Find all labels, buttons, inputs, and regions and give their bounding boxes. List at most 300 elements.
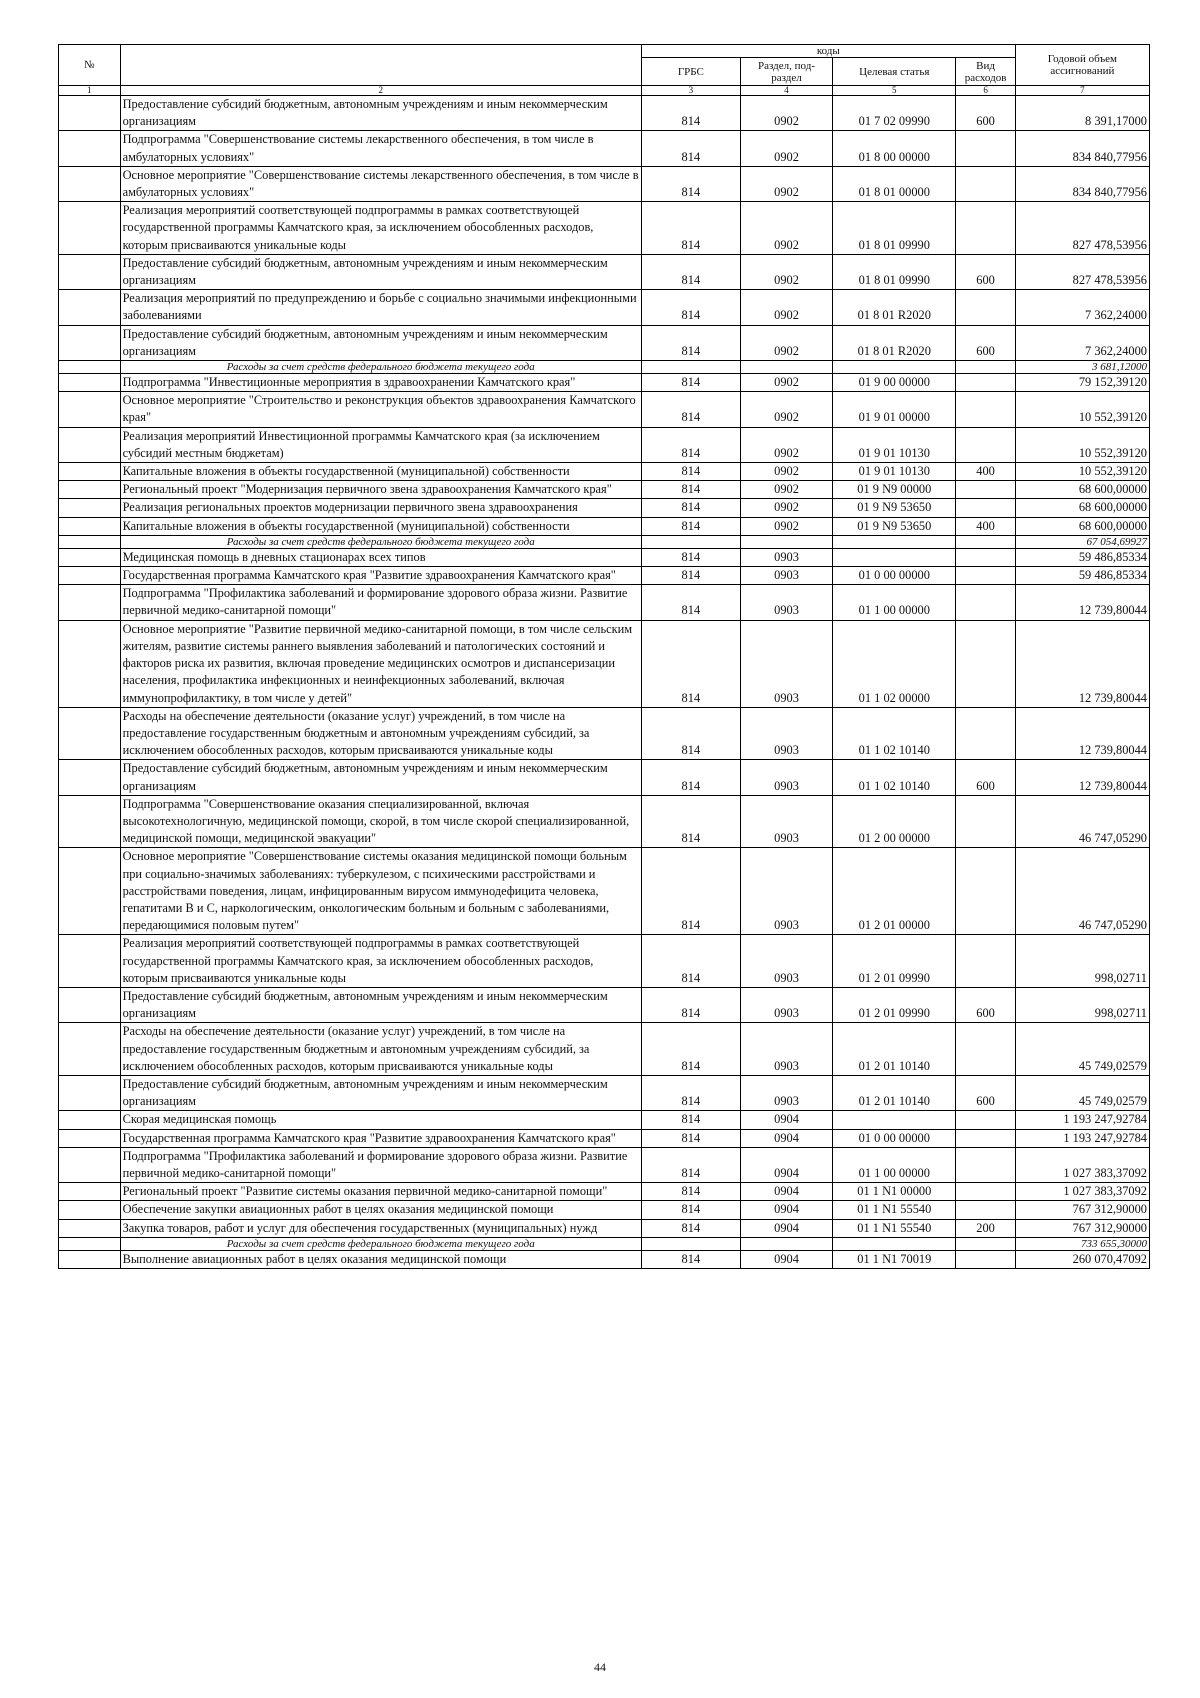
row-amount-cell: 45 749,02579	[1015, 1023, 1149, 1076]
row-expense-type-cell	[956, 548, 1015, 566]
table-row	[59, 131, 1150, 166]
row-grbs-cell: 814	[641, 1183, 740, 1201]
row-razdel-cell: 0903	[740, 987, 832, 1022]
row-name-cell: Скорая медицинская помощь	[120, 1111, 641, 1129]
row-name-cell: Предоставление субсидий бюджетным, автономным учреждениям и иным некоммерческим организациям	[120, 760, 641, 795]
row-razdel-cell: 0902	[740, 463, 832, 481]
row-num-cell	[59, 1075, 121, 1110]
row-grbs-cell	[641, 1237, 740, 1250]
row-num-cell	[59, 1147, 121, 1182]
index-cell: 7	[1015, 86, 1149, 96]
row-grbs-cell: 814	[641, 987, 740, 1022]
row-amount-cell: 767 312,90000	[1015, 1201, 1149, 1219]
row-target-article-cell: 01 8 01 R2020	[833, 290, 956, 325]
row-grbs-cell: 814	[641, 517, 740, 535]
row-target-article-cell: 01 8 00 00000	[833, 131, 956, 166]
table-row	[59, 935, 1150, 988]
row-grbs-cell: 814	[641, 1111, 740, 1129]
row-razdel-cell: 0902	[740, 131, 832, 166]
row-name-cell: Капитальные вложения в объекты государственной (муниципальной) собственности	[120, 463, 641, 481]
row-target-article-cell	[833, 535, 956, 548]
row-expense-type-cell	[956, 585, 1015, 620]
index-cell: 2	[120, 86, 641, 96]
row-expense-type-cell: 600	[956, 254, 1015, 289]
row-num-cell	[59, 374, 121, 392]
row-num-cell	[59, 548, 121, 566]
row-num-cell	[59, 987, 121, 1022]
row-grbs-cell: 814	[641, 166, 740, 201]
row-razdel-cell: 0902	[740, 374, 832, 392]
row-amount-cell: 10 552,39120	[1015, 463, 1149, 481]
row-target-article-cell: 01 1 02 10140	[833, 707, 956, 760]
row-target-article-cell: 01 8 01 09990	[833, 254, 956, 289]
row-num-cell	[59, 1183, 121, 1201]
row-target-article-cell: 01 2 00 00000	[833, 795, 956, 848]
row-target-article-cell: 01 2 01 09990	[833, 935, 956, 988]
row-name-cell: Расходы за счет средств федерального бюджета текущего года	[120, 1237, 641, 1250]
row-target-article-cell	[833, 1111, 956, 1129]
row-num-cell	[59, 481, 121, 499]
row-razdel-cell	[740, 361, 832, 374]
row-grbs-cell: 814	[641, 585, 740, 620]
row-expense-type-cell	[956, 361, 1015, 374]
row-grbs-cell: 814	[641, 1201, 740, 1219]
row-grbs-cell: 814	[641, 1147, 740, 1182]
row-target-article-cell: 01 2 01 09990	[833, 987, 956, 1022]
budget-table-page	[58, 44, 1150, 1269]
row-target-article-cell	[833, 1237, 956, 1250]
row-num-cell	[59, 567, 121, 585]
index-cell: 3	[641, 86, 740, 96]
row-amount-cell: 998,02711	[1015, 987, 1149, 1022]
row-target-article-cell: 01 1 00 00000	[833, 585, 956, 620]
row-grbs-cell: 814	[641, 848, 740, 935]
row-amount-cell: 834 840,77956	[1015, 131, 1149, 166]
table-row	[59, 1219, 1150, 1237]
row-razdel-cell: 0903	[740, 935, 832, 988]
row-grbs-cell: 814	[641, 1129, 740, 1147]
col-razdel-header: Раздел, под-раздел	[740, 58, 832, 86]
row-expense-type-cell: 400	[956, 517, 1015, 535]
table-row	[59, 1075, 1150, 1110]
row-razdel-cell: 0902	[740, 254, 832, 289]
row-name-cell: Предоставление субсидий бюджетным, автономным учреждениям и иным некоммерческим организациям	[120, 1075, 641, 1110]
row-amount-cell: 767 312,90000	[1015, 1219, 1149, 1237]
col-num-header: №	[59, 45, 121, 86]
row-amount-cell: 46 747,05290	[1015, 848, 1149, 935]
row-amount-cell: 834 840,77956	[1015, 166, 1149, 201]
table-row	[59, 1111, 1150, 1129]
table-row	[59, 290, 1150, 325]
col-cs-header: Целевая статья	[833, 58, 956, 86]
row-num-cell	[59, 166, 121, 201]
row-razdel-cell	[740, 1237, 832, 1250]
table-row	[59, 760, 1150, 795]
table-row	[59, 96, 1150, 131]
row-expense-type-cell: 600	[956, 96, 1015, 131]
row-razdel-cell: 0903	[740, 760, 832, 795]
row-grbs-cell	[641, 535, 740, 548]
row-target-article-cell: 01 0 00 00000	[833, 1129, 956, 1147]
table-row	[59, 848, 1150, 935]
row-expense-type-cell	[956, 481, 1015, 499]
row-target-article-cell: 01 2 01 00000	[833, 848, 956, 935]
row-razdel-cell: 0902	[740, 96, 832, 131]
table-row	[59, 548, 1150, 566]
row-grbs-cell: 814	[641, 96, 740, 131]
row-grbs-cell: 814	[641, 760, 740, 795]
row-razdel-cell: 0902	[740, 290, 832, 325]
row-expense-type-cell	[956, 795, 1015, 848]
row-razdel-cell: 0903	[740, 548, 832, 566]
row-expense-type-cell	[956, 1023, 1015, 1076]
row-amount-cell: 68 600,00000	[1015, 517, 1149, 535]
row-num-cell	[59, 535, 121, 548]
row-name-cell: Государственная программа Камчатского края "Развитие здравоохранения Камчатского края"	[120, 567, 641, 585]
table-row	[59, 795, 1150, 848]
table-row	[59, 567, 1150, 585]
row-amount-cell: 998,02711	[1015, 935, 1149, 988]
row-name-cell: Основное мероприятие "Строительство и реконструкция объектов здравоохранения Камчатского края"	[120, 392, 641, 427]
row-razdel-cell: 0904	[740, 1129, 832, 1147]
row-amount-cell: 59 486,85334	[1015, 548, 1149, 566]
federal-budget-note-row	[59, 1237, 1150, 1250]
row-name-cell: Региональный проект "Модернизация первичного звена здравоохранения Камчатского края"	[120, 481, 641, 499]
row-expense-type-cell	[956, 290, 1015, 325]
row-name-cell: Капитальные вложения в объекты государственной (муниципальной) собственности	[120, 517, 641, 535]
index-cell: 6	[956, 86, 1015, 96]
row-grbs-cell: 814	[641, 427, 740, 462]
federal-budget-note-row	[59, 361, 1150, 374]
row-expense-type-cell: 600	[956, 760, 1015, 795]
row-razdel-cell: 0903	[740, 585, 832, 620]
table-row	[59, 517, 1150, 535]
row-razdel-cell: 0904	[740, 1111, 832, 1129]
table-row	[59, 427, 1150, 462]
row-name-cell: Предоставление субсидий бюджетным, автономным учреждениям и иным некоммерческим организациям	[120, 987, 641, 1022]
row-target-article-cell: 01 9 N9 00000	[833, 481, 956, 499]
row-name-cell: Предоставление субсидий бюджетным, автономным учреждениям и иным некоммерческим организациям	[120, 325, 641, 360]
row-razdel-cell: 0904	[740, 1147, 832, 1182]
row-name-cell: Реализация мероприятий соответствующей подпрограммы в рамках соответствующей государственной программы Камчатского края, за исключением обособленных расходов, которым присваиваются уникальные коды	[120, 202, 641, 255]
table-row	[59, 481, 1150, 499]
table-row	[59, 254, 1150, 289]
row-target-article-cell: 01 9 N9 53650	[833, 517, 956, 535]
table-row	[59, 463, 1150, 481]
table-row	[59, 1023, 1150, 1076]
row-amount-cell: 12 739,80044	[1015, 620, 1149, 707]
row-name-cell: Подпрограмма "Совершенствование системы лекарственного обеспечения, в том числе в амбулаторных условиях"	[120, 131, 641, 166]
row-expense-type-cell	[956, 620, 1015, 707]
row-num-cell	[59, 707, 121, 760]
row-grbs-cell: 814	[641, 463, 740, 481]
row-grbs-cell: 814	[641, 935, 740, 988]
row-name-cell: Подпрограмма "Инвестиционные мероприятия в здравоохранении Камчатского края"	[120, 374, 641, 392]
row-num-cell	[59, 202, 121, 255]
table-row	[59, 1147, 1150, 1182]
row-razdel-cell	[740, 535, 832, 548]
row-grbs-cell: 814	[641, 1023, 740, 1076]
row-target-article-cell	[833, 548, 956, 566]
row-grbs-cell: 814	[641, 1075, 740, 1110]
row-num-cell	[59, 254, 121, 289]
row-expense-type-cell	[956, 131, 1015, 166]
row-target-article-cell: 01 0 00 00000	[833, 567, 956, 585]
table-row	[59, 1250, 1150, 1268]
row-name-cell: Предоставление субсидий бюджетным, автономным учреждениям и иным некоммерческим организациям	[120, 96, 641, 131]
row-expense-type-cell	[956, 1129, 1015, 1147]
table-row	[59, 707, 1150, 760]
col-grbs-header: ГРБС	[641, 58, 740, 86]
row-grbs-cell: 814	[641, 325, 740, 360]
row-name-cell: Подпрограмма "Профилактика заболеваний и формирование здорового образа жизни. Развитие первичной медико-санитарной помощи"	[120, 1147, 641, 1182]
row-expense-type-cell	[956, 535, 1015, 548]
row-name-cell: Расходы за счет средств федерального бюджета текущего года	[120, 361, 641, 374]
row-expense-type-cell	[956, 427, 1015, 462]
row-grbs-cell: 814	[641, 707, 740, 760]
row-razdel-cell: 0902	[740, 481, 832, 499]
row-num-cell	[59, 585, 121, 620]
row-target-article-cell	[833, 361, 956, 374]
row-target-article-cell: 01 8 01 R2020	[833, 325, 956, 360]
row-name-cell: Медицинская помощь в дневных стационарах всех типов	[120, 548, 641, 566]
row-amount-cell: 10 552,39120	[1015, 392, 1149, 427]
table-row	[59, 166, 1150, 201]
row-num-cell	[59, 517, 121, 535]
table-row	[59, 1129, 1150, 1147]
row-razdel-cell: 0903	[740, 848, 832, 935]
row-amount-cell: 7 362,24000	[1015, 325, 1149, 360]
row-num-cell	[59, 620, 121, 707]
row-target-article-cell: 01 8 01 00000	[833, 166, 956, 201]
header-index-row	[59, 86, 1150, 96]
row-target-article-cell: 01 9 01 10130	[833, 427, 956, 462]
row-num-cell	[59, 1129, 121, 1147]
row-amount-cell: 46 747,05290	[1015, 795, 1149, 848]
row-expense-type-cell	[956, 707, 1015, 760]
table-row	[59, 1201, 1150, 1219]
row-num-cell	[59, 290, 121, 325]
row-num-cell	[59, 463, 121, 481]
row-target-article-cell: 01 9 00 00000	[833, 374, 956, 392]
row-name-cell: Обеспечение закупки авиационных работ в целях оказания медицинской помощи	[120, 1201, 641, 1219]
row-target-article-cell: 01 1 N1 55540	[833, 1201, 956, 1219]
row-name-cell: Расходы на обеспечение деятельности (оказание услуг) учреждений, в том числе на предоставление государственным бюджетным и автономным учреждениям субсидий, за исключением обособленных расходов, которым присваиваются уникальные коды	[120, 707, 641, 760]
row-razdel-cell: 0904	[740, 1250, 832, 1268]
row-expense-type-cell	[956, 166, 1015, 201]
row-expense-type-cell	[956, 202, 1015, 255]
row-num-cell	[59, 499, 121, 517]
row-amount-cell: 12 739,80044	[1015, 585, 1149, 620]
row-num-cell	[59, 325, 121, 360]
row-razdel-cell: 0902	[740, 392, 832, 427]
row-num-cell	[59, 760, 121, 795]
table-row	[59, 620, 1150, 707]
row-expense-type-cell	[956, 935, 1015, 988]
header-row-1	[59, 45, 1150, 58]
row-name-cell: Реализация мероприятий Инвестиционной программы Камчатского края (за исключением субсидий местным бюджетам)	[120, 427, 641, 462]
row-grbs-cell: 814	[641, 374, 740, 392]
row-amount-cell: 79 152,39120	[1015, 374, 1149, 392]
row-razdel-cell: 0902	[740, 499, 832, 517]
row-num-cell	[59, 795, 121, 848]
row-razdel-cell: 0903	[740, 795, 832, 848]
row-grbs-cell: 814	[641, 290, 740, 325]
row-grbs-cell: 814	[641, 620, 740, 707]
row-amount-cell: 260 070,47092	[1015, 1250, 1149, 1268]
row-num-cell	[59, 1111, 121, 1129]
row-amount-cell: 8 391,17000	[1015, 96, 1149, 131]
row-target-article-cell: 01 2 01 10140	[833, 1075, 956, 1110]
col-name-header	[120, 45, 641, 86]
table-row	[59, 987, 1150, 1022]
col-sum-header: Годовой объем ассигнований	[1015, 45, 1149, 86]
table-row	[59, 499, 1150, 517]
row-grbs-cell: 814	[641, 254, 740, 289]
row-name-cell: Основное мероприятие "Совершенствование системы лекарственного обеспечения, в том числе в амбулаторных условиях"	[120, 166, 641, 201]
table-row	[59, 374, 1150, 392]
row-num-cell	[59, 1237, 121, 1250]
index-cell: 5	[833, 86, 956, 96]
row-grbs-cell: 814	[641, 795, 740, 848]
row-razdel-cell: 0904	[740, 1183, 832, 1201]
table-row	[59, 325, 1150, 360]
row-razdel-cell: 0902	[740, 427, 832, 462]
row-name-cell: Закупка товаров, работ и услуг для обеспечения государственных (муниципальных) нужд	[120, 1219, 641, 1237]
index-cell: 1	[59, 86, 121, 96]
row-grbs-cell: 814	[641, 392, 740, 427]
row-amount-cell: 733 655,30000	[1015, 1237, 1149, 1250]
row-name-cell: Предоставление субсидий бюджетным, автономным учреждениям и иным некоммерческим организациям	[120, 254, 641, 289]
row-expense-type-cell	[956, 392, 1015, 427]
table-row	[59, 1183, 1150, 1201]
row-name-cell: Государственная программа Камчатского края "Развитие здравоохранения Камчатского края"	[120, 1129, 641, 1147]
row-name-cell: Подпрограмма "Совершенствование оказания специализированной, включая высокотехнологичную, медицинской помощи, скорой, в том числе скорой специализированной, медицинской помощи, медицинской эвакуации"	[120, 795, 641, 848]
row-amount-cell: 10 552,39120	[1015, 427, 1149, 462]
row-num-cell	[59, 361, 121, 374]
row-expense-type-cell	[956, 1237, 1015, 1250]
row-num-cell	[59, 848, 121, 935]
row-grbs-cell: 814	[641, 202, 740, 255]
col-codes-header: коды	[641, 45, 1015, 58]
row-num-cell	[59, 935, 121, 988]
row-num-cell	[59, 427, 121, 462]
row-target-article-cell: 01 1 N1 55540	[833, 1219, 956, 1237]
row-grbs-cell: 814	[641, 567, 740, 585]
row-expense-type-cell	[956, 374, 1015, 392]
row-name-cell: Региональный проект "Развитие системы оказания первичной медико-санитарной помощи"	[120, 1183, 641, 1201]
row-amount-cell: 1 193 247,92784	[1015, 1129, 1149, 1147]
row-razdel-cell: 0903	[740, 1023, 832, 1076]
row-razdel-cell: 0902	[740, 202, 832, 255]
row-amount-cell: 67 054,69927	[1015, 535, 1149, 548]
row-num-cell	[59, 131, 121, 166]
row-grbs-cell: 814	[641, 1250, 740, 1268]
row-amount-cell: 12 739,80044	[1015, 760, 1149, 795]
row-target-article-cell: 01 9 01 00000	[833, 392, 956, 427]
page-number: 44	[594, 1660, 606, 1674]
row-expense-type-cell	[956, 1201, 1015, 1219]
col-vr-header: Вид расходов	[956, 58, 1015, 86]
row-num-cell	[59, 1219, 121, 1237]
row-expense-type-cell: 400	[956, 463, 1015, 481]
row-name-cell: Выполнение авиационных работ в целях оказания медицинской помощи	[120, 1250, 641, 1268]
row-grbs-cell: 814	[641, 548, 740, 566]
row-name-cell: Реализация мероприятий соответствующей подпрограммы в рамках соответствующей государственной программы Камчатского края, за исключением обособленных расходов, которым присваиваются уникальные коды	[120, 935, 641, 988]
row-name-cell: Реализация мероприятий по предупреждению и борьбе с социально значимыми инфекционными заболеваниями	[120, 290, 641, 325]
row-amount-cell: 827 478,53956	[1015, 254, 1149, 289]
row-razdel-cell: 0904	[740, 1201, 832, 1219]
row-target-article-cell: 01 9 01 10130	[833, 463, 956, 481]
row-amount-cell: 45 749,02579	[1015, 1075, 1149, 1110]
row-razdel-cell: 0902	[740, 517, 832, 535]
row-grbs-cell: 814	[641, 1219, 740, 1237]
row-amount-cell: 68 600,00000	[1015, 481, 1149, 499]
table-row	[59, 202, 1150, 255]
row-grbs-cell: 814	[641, 481, 740, 499]
row-target-article-cell: 01 8 01 09990	[833, 202, 956, 255]
row-razdel-cell: 0903	[740, 1075, 832, 1110]
table-row	[59, 392, 1150, 427]
row-grbs-cell	[641, 361, 740, 374]
row-num-cell	[59, 1250, 121, 1268]
row-name-cell: Расходы за счет средств федерального бюджета текущего года	[120, 535, 641, 548]
row-expense-type-cell: 600	[956, 987, 1015, 1022]
row-target-article-cell: 01 9 N9 53650	[833, 499, 956, 517]
row-amount-cell: 3 681,12000	[1015, 361, 1149, 374]
table-body	[59, 96, 1150, 1269]
row-razdel-cell: 0902	[740, 166, 832, 201]
row-expense-type-cell: 600	[956, 1075, 1015, 1110]
row-num-cell	[59, 96, 121, 131]
row-amount-cell: 1 027 383,37092	[1015, 1147, 1149, 1182]
row-name-cell: Расходы на обеспечение деятельности (оказание услуг) учреждений, в том числе на предоставление государственным бюджетным и автономным учреждениям субсидий, за исключением обособленных расходов, которым присваиваются уникальные коды	[120, 1023, 641, 1076]
row-razdel-cell: 0904	[740, 1219, 832, 1237]
row-target-article-cell: 01 1 02 10140	[833, 760, 956, 795]
row-name-cell: Реализация региональных проектов модернизации первичного звена здравоохранения	[120, 499, 641, 517]
row-amount-cell: 68 600,00000	[1015, 499, 1149, 517]
row-razdel-cell: 0903	[740, 567, 832, 585]
row-name-cell: Основное мероприятие "Совершенствование системы оказания медицинской помощи больным при социально-значимых заболеваниях: туберкулезом, с психическими расстройствами и расстройствами поведения, лицам, инфицированным вирусом иммунодефицита человека, гепатитами В и С, наркологическим, онкологическим больным и больным с заболеваниями, передающимися половым путем"	[120, 848, 641, 935]
row-expense-type-cell	[956, 1183, 1015, 1201]
row-expense-type-cell	[956, 1147, 1015, 1182]
row-expense-type-cell	[956, 848, 1015, 935]
federal-budget-note-row	[59, 535, 1150, 548]
row-amount-cell: 1 193 247,92784	[1015, 1111, 1149, 1129]
row-target-article-cell: 01 1 02 00000	[833, 620, 956, 707]
row-name-cell: Основное мероприятие "Развитие первичной медико-санитарной помощи, в том числе сельским жителям, развитие системы раннего выявления заболеваний и патологических состояний и факторов риска их развития, включая проведение медицинских осмотров и диспансеризации населения, профилактика инфекционных и неинфекционных заболеваний, включая иммунопрофилактику, в том числе у детей"	[120, 620, 641, 707]
row-amount-cell: 7 362,24000	[1015, 290, 1149, 325]
row-num-cell	[59, 392, 121, 427]
row-expense-type-cell	[956, 1250, 1015, 1268]
row-expense-type-cell	[956, 499, 1015, 517]
table-row	[59, 585, 1150, 620]
row-amount-cell: 12 739,80044	[1015, 707, 1149, 760]
row-expense-type-cell: 200	[956, 1219, 1015, 1237]
row-target-article-cell: 01 1 N1 70019	[833, 1250, 956, 1268]
row-razdel-cell: 0903	[740, 707, 832, 760]
row-razdel-cell: 0902	[740, 325, 832, 360]
row-num-cell	[59, 1201, 121, 1219]
row-target-article-cell: 01 7 02 09990	[833, 96, 956, 131]
row-target-article-cell: 01 1 N1 00000	[833, 1183, 956, 1201]
row-razdel-cell: 0903	[740, 620, 832, 707]
budget-table	[58, 44, 1150, 1269]
row-grbs-cell: 814	[641, 131, 740, 166]
row-expense-type-cell	[956, 567, 1015, 585]
index-cell: 4	[740, 86, 832, 96]
row-amount-cell: 1 027 383,37092	[1015, 1183, 1149, 1201]
